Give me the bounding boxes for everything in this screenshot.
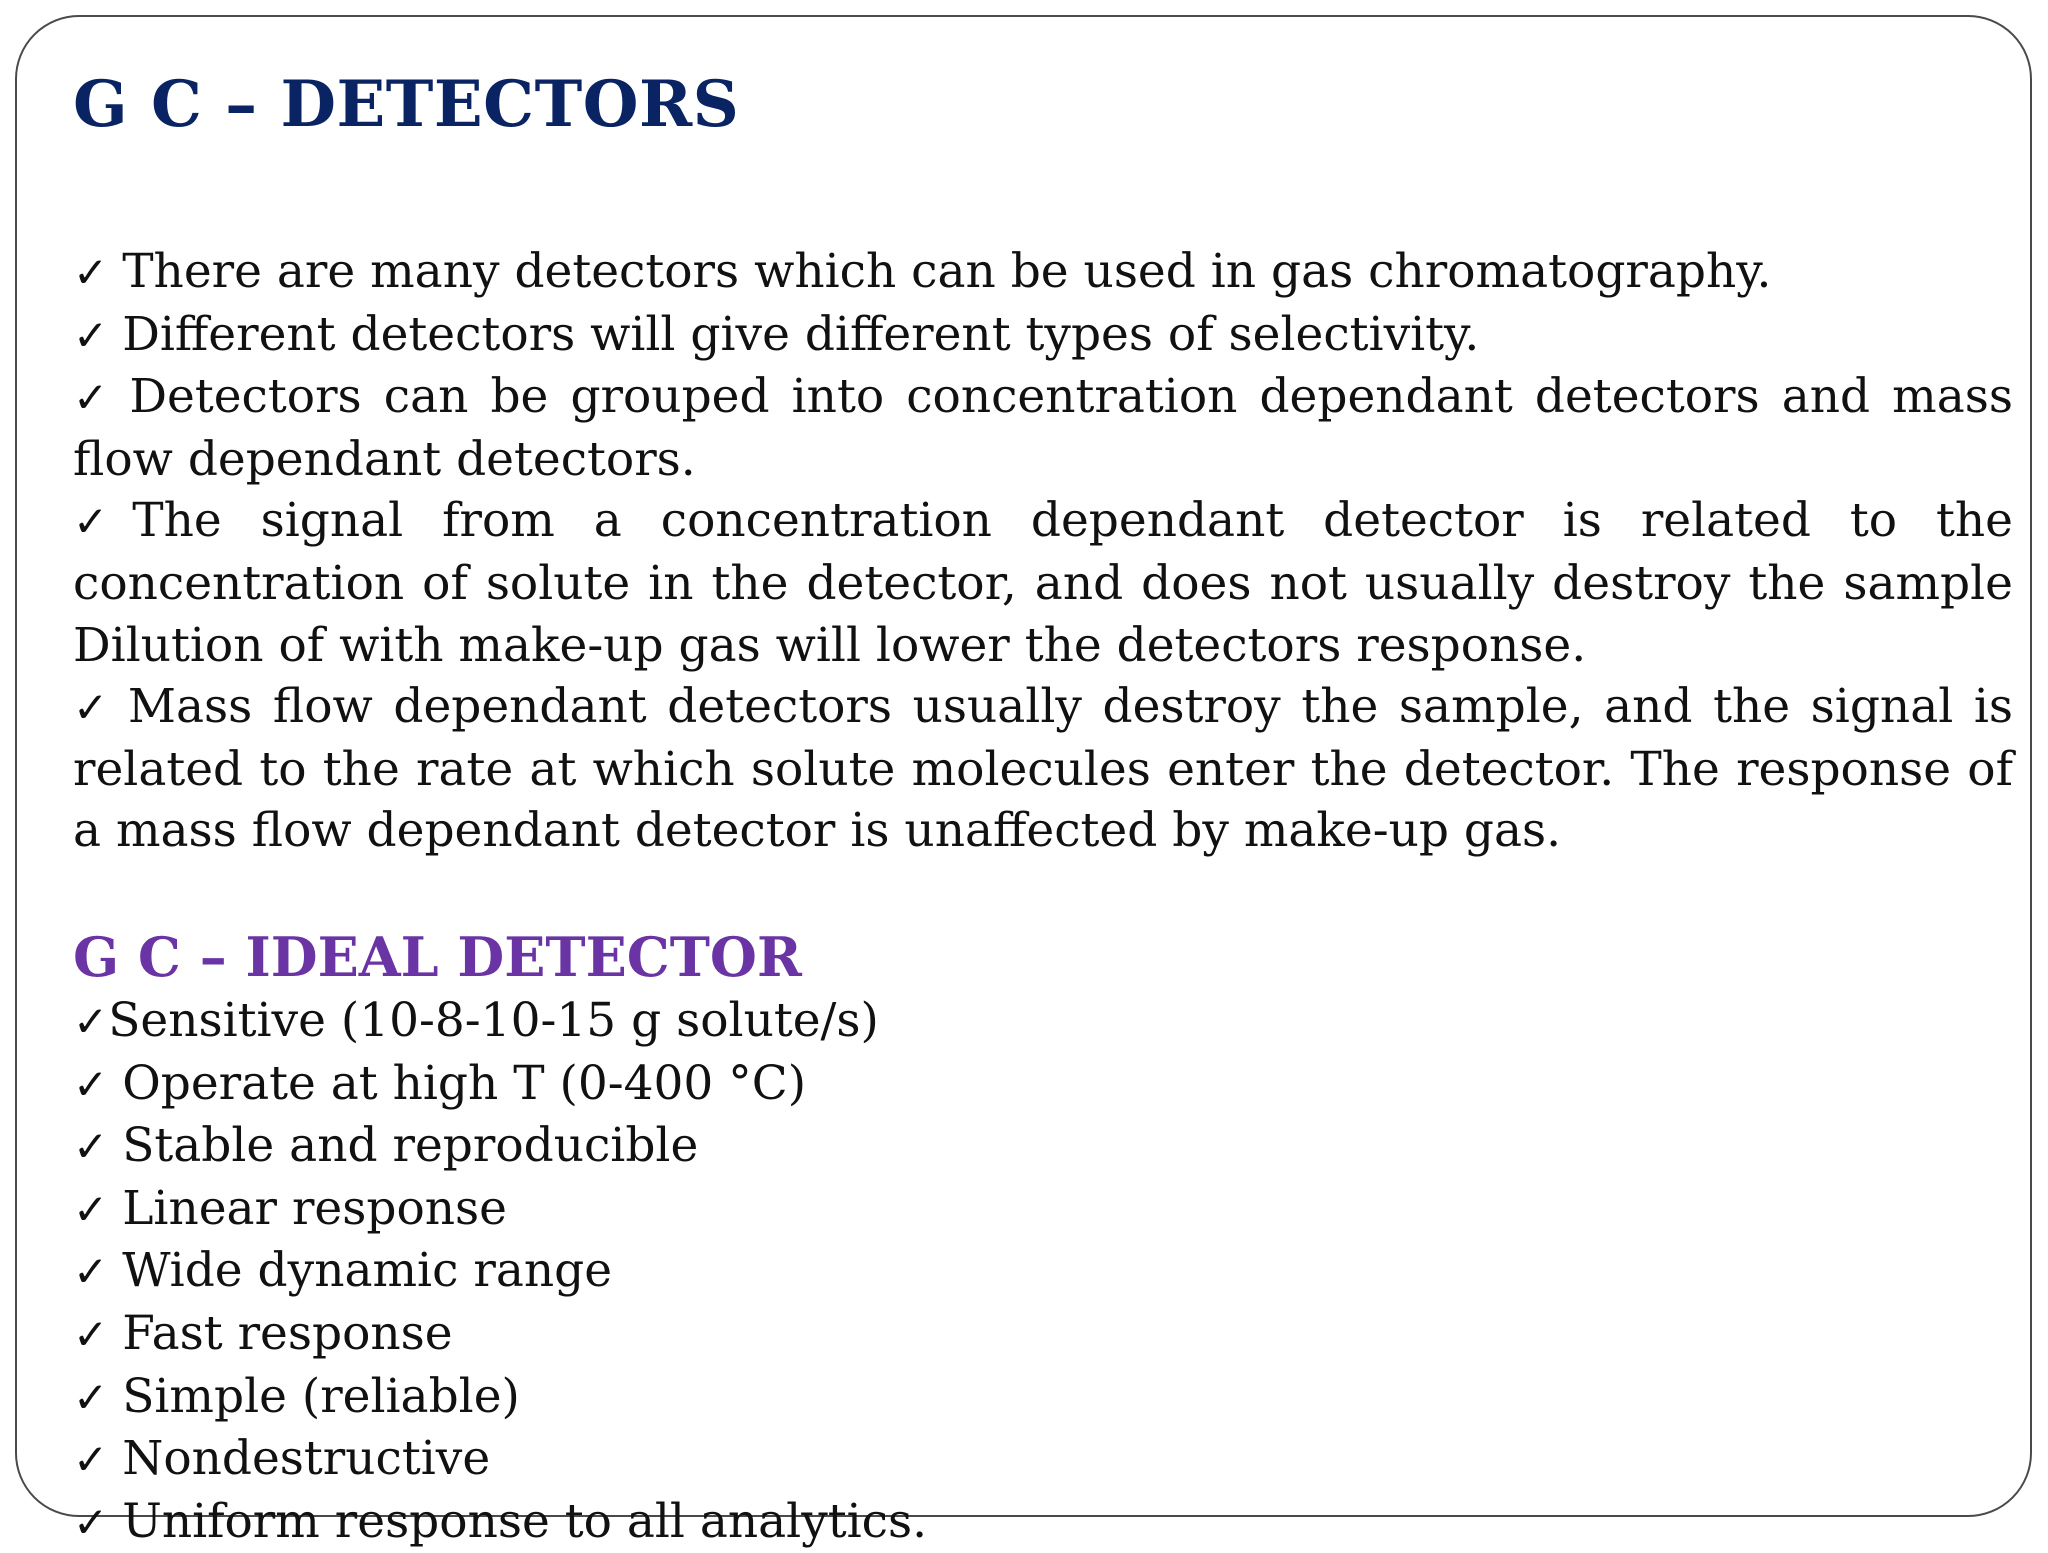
list-item: ✓Sensitive (10-8-10-15 g solute/s) — [73, 992, 879, 1048]
intro-point-1: ✓ There are many detectors which can be used in gas chromatography. — [73, 244, 1772, 299]
check-icon: ✓ — [73, 1435, 109, 1485]
list-item: ✓ Linear response — [73, 1180, 507, 1236]
check-icon: ✓ — [73, 1184, 109, 1234]
page-title: G C – DETECTORS — [73, 67, 740, 142]
intro-point-3: ✓ Detectors can be grouped into concentration dependant detectors and mass flow dependant detectors. — [73, 369, 2013, 487]
intro-point-4: ✓The signal from a concentration dependant detector is related to the concentration of solute in the detector, and does not usually destroy the sample Dilution of with make-up gas will lower the detectors response. — [73, 493, 2014, 673]
list-item: ✓ Fast response — [73, 1305, 453, 1361]
ideal-detector-list — [73, 990, 2013, 1553]
list-item: ✓ Operate at high T (0-400 °C) — [73, 1055, 807, 1111]
list-item: ✓ Simple (reliable) — [73, 1368, 520, 1424]
ideal-detector-heading: G C – IDEAL DETECTOR — [73, 924, 802, 989]
check-icon: ✓ — [73, 1372, 109, 1422]
list-item: ✓ Stable and reproducible — [73, 1118, 699, 1174]
check-icon: ✓ — [73, 1247, 109, 1297]
intro-point-2: ✓ Different detectors will give different types of selectivity. — [73, 306, 1480, 362]
slide-content — [73, 59, 2013, 1553]
intro-points — [73, 241, 2013, 862]
list-item: ✓ Wide dynamic range — [73, 1243, 613, 1299]
check-icon: ✓ — [73, 1122, 109, 1172]
list-item: ✓ Uniform response to all analytics. — [73, 1493, 928, 1549]
check-icon: ✓ — [73, 1309, 109, 1359]
check-icon: ✓ — [73, 1497, 109, 1547]
list-item: ✓ Nondestructive — [73, 1431, 491, 1487]
check-icon: ✓ — [73, 1059, 109, 1109]
check-icon: ✓ — [73, 497, 133, 547]
check-icon: ✓ — [73, 373, 116, 423]
check-icon: ✓ — [73, 310, 109, 360]
check-icon: ✓ — [73, 248, 109, 297]
slide-frame — [15, 15, 2032, 1549]
intro-point-5: ✓ Mass flow dependant detectors usually destroy the sample, and the signal is related to the rate at which solute molecules enter the detector. The response of a mass flow dependant detector is unaffected by make-up gas. — [73, 679, 2014, 859]
check-icon: ✓ — [73, 683, 114, 733]
check-icon: ✓ — [73, 996, 109, 1046]
